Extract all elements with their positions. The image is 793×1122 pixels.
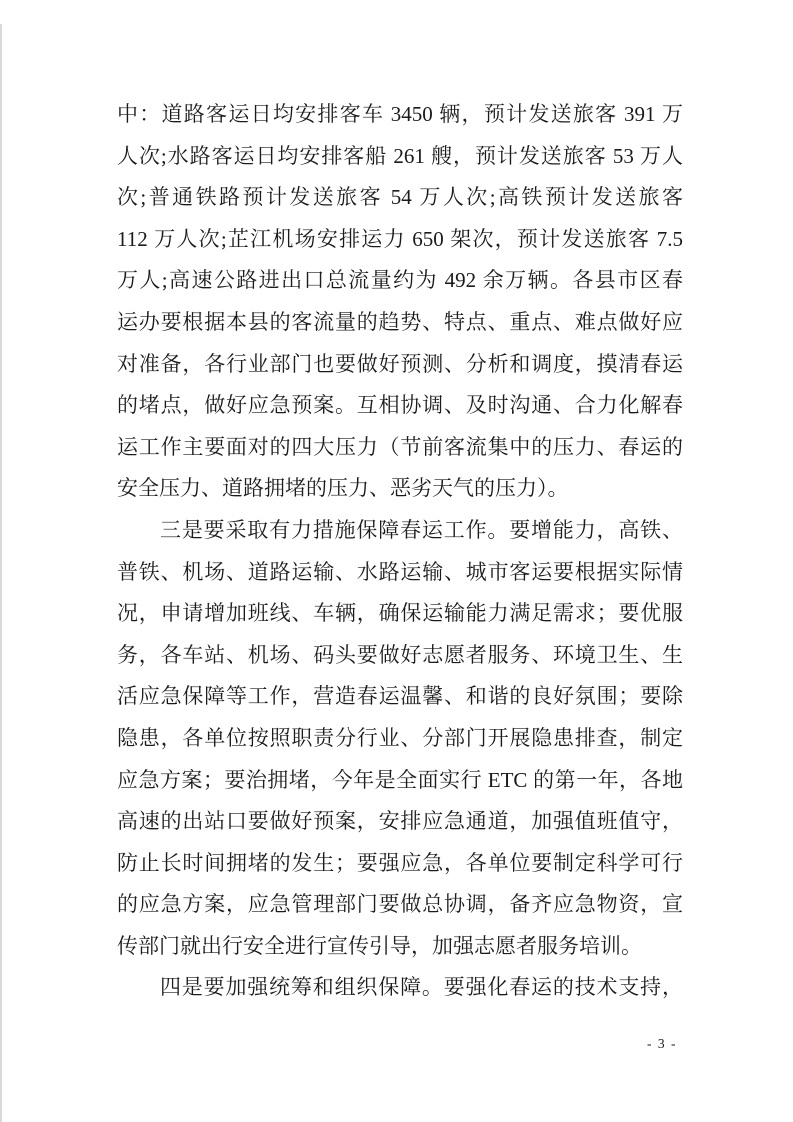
- document-body: [117, 94, 683, 1009]
- paragraph: [117, 94, 683, 510]
- text-line: 务，各车站、机场、码头要做好志愿者服务、环境卫生、生: [117, 642, 683, 667]
- text-line: 次;普通铁路预计发送旅客 54 万人次;高铁预计发送旅客: [117, 185, 683, 210]
- paragraph: [117, 510, 683, 968]
- text-line: 应急方案；要治拥堵，今年是全面实行 ETC 的第一年，各地: [117, 767, 683, 792]
- text-line: 活应急保障等工作，营造春运温馨、和谐的良好氛围；要除: [117, 684, 683, 709]
- text-line: 三是要采取有力措施保障春运工作。要增能力，高铁、: [160, 517, 683, 542]
- text-line: 四是要加强统筹和组织保障。要强化春运的技术支持，: [160, 975, 683, 1000]
- text-line: 112 万人次;芷江机场安排运力 650 架次，预计发送旅客 7.5: [117, 226, 683, 251]
- text-line: 的应急方案，应急管理部门要做总协调，备齐应急物资，宣: [117, 892, 683, 917]
- text-line: 人次;水路客运日均安排客船 261 艘，预计发送旅客 53 万人: [117, 143, 683, 168]
- text-line: 运办要根据本县的客流量的趋势、特点、重点、难点做好应: [117, 309, 683, 334]
- text-line: 隐患，各单位按照职责分行业、分部门开展隐患排查，制定: [117, 725, 683, 750]
- text-line: 运工作主要面对的四大压力（节前客流集中的压力、春运的: [117, 434, 683, 459]
- page-number: - 3 -: [647, 1036, 677, 1051]
- text-line: 况，申请增加班线、车辆，确保运输能力满足需求；要优服: [117, 601, 683, 626]
- text-line: 传部门就出行安全进行宣传引导，加强志愿者服务培训。: [117, 933, 642, 958]
- text-line: 万人;高速公路进出口总流量约为 492 余万辆。各县市区春: [117, 268, 683, 293]
- paragraph: [117, 967, 683, 1009]
- text-line: 普铁、机场、道路运输、水路运输、城市客运要根据实际情: [117, 559, 683, 584]
- text-line: 安全压力、道路拥堵的压力、恶劣天气的压力）。: [117, 476, 569, 501]
- text-line: 对准备，各行业部门也要做好预测、分析和调度，摸清春运: [117, 351, 683, 376]
- text-line: 的堵点，做好应急预案。互相协调、及时沟通、合力化解春: [117, 393, 683, 418]
- text-line: 防止长时间拥堵的发生；要强应急，各单位要制定科学可行: [117, 850, 683, 875]
- text-line: 中：道路客运日均安排客车 3450 辆，预计发送旅客 391 万: [117, 102, 683, 126]
- scan-edge-line: [0, 24, 2, 1122]
- text-line: 高速的出站口要做好预案，安排应急通道，加强值班值守，: [117, 809, 683, 834]
